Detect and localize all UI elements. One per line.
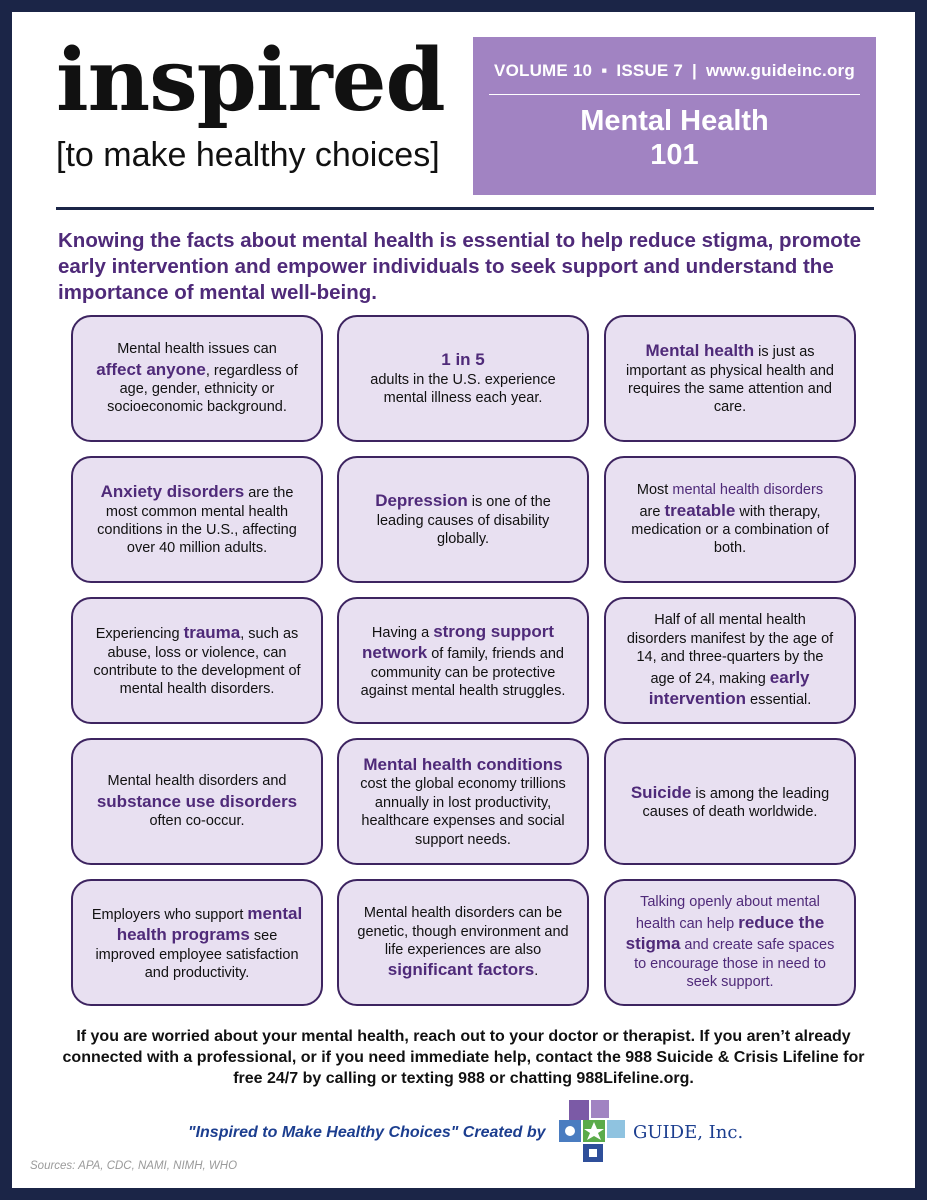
card-highlight: trauma: [183, 623, 241, 643]
card-highlight: Depression: [375, 491, 468, 511]
card-text: is one of the leading causes of disability globally.: [376, 494, 551, 548]
fact-card: [604, 738, 856, 865]
guide-logo-text: GUIDE, Inc.: [633, 1122, 744, 1143]
card-highlight: Suicide: [630, 782, 692, 802]
card-highlight: treatable: [664, 500, 736, 520]
card-text: Most: [636, 482, 669, 499]
issue-title: [489, 104, 860, 172]
fact-card: [337, 456, 589, 583]
masthead-tagline: [to make healthy choices]: [56, 136, 440, 174]
card-text: Having a: [371, 624, 430, 641]
fact-card: [337, 738, 589, 865]
fact-card: [337, 879, 589, 1006]
issue-label: ISSUE 7: [616, 61, 684, 80]
card-highlight: strong support network: [362, 621, 555, 663]
card-highlight: reduce the stigma: [625, 912, 825, 954]
card-text: are the most common mental health conditions in the U.S., affecting over 40 million adults.: [97, 485, 297, 557]
card-text: are: [639, 503, 661, 520]
help-notice: If you are worried about your mental health, reach out to your doctor or therapist. If you aren’t already connected with a professional, or if you need immediate help, contact the 988 Suicide & Crisis Lifeline for free 24/7 by calling or texting 988 or chatting 988Lifeline.org.: [62, 1028, 865, 1087]
newsletter-page: [12, 12, 915, 1188]
masthead-title: inspired: [56, 30, 445, 131]
fact-card: [604, 597, 856, 724]
card-text: with therapy, medication or a combination of both.: [631, 503, 829, 557]
card-text: .: [534, 963, 539, 980]
card-text: Mental health issues can: [117, 341, 277, 358]
card-text: adults in the U.S. experience mental illness each year.: [370, 371, 556, 407]
fact-card: [604, 456, 856, 583]
volume-label: VOLUME 10: [494, 61, 593, 80]
card-soft-highlight: mental health disorders: [672, 482, 824, 499]
card-text: is just as important as physical health and requires the same attention and care.: [626, 344, 834, 416]
card-soft-text: and create safe spaces to encourage those in need to seek support.: [634, 937, 835, 991]
card-text: Experiencing: [95, 626, 180, 643]
card-text: essential.: [746, 692, 812, 709]
card-highlight: Mental health: [645, 341, 755, 361]
fact-card: [604, 879, 856, 1006]
card-text: of family, friends and community can be protective against mental health struggles.: [360, 646, 566, 700]
credit-line: "Inspired to Make Healthy Choices" Created by: [188, 1124, 546, 1141]
card-text: Employers who support: [91, 906, 244, 923]
card-text: is among the leading causes of death worldwide.: [642, 785, 830, 821]
card-text: often co-occur.: [149, 813, 245, 830]
masthead: [56, 30, 445, 174]
card-highlight: 1 in 5: [441, 350, 485, 370]
card-text: Mental health disorders and: [107, 773, 287, 790]
card-text: , regardless of age, gender, ethnicity or socioeconomic background.: [107, 362, 298, 416]
sources-note: Sources: APA, CDC, NAMI, NIMH, WHO: [30, 1160, 238, 1172]
card-soft-text: Talking openly about mental health can help: [635, 894, 820, 932]
card-text: Mental health disorders can be genetic, though environment and life experiences are also: [357, 905, 569, 958]
card-text: see improved employee satisfaction and productivity.: [95, 928, 299, 982]
card-highlight: Anxiety disorders: [100, 482, 245, 502]
pipe-separator: |: [692, 61, 697, 80]
card-highlight: early intervention: [648, 667, 810, 709]
issue-title-line1: Mental Health: [580, 105, 769, 137]
card-highlight: Mental health conditions: [363, 754, 563, 774]
card-text: , such as abuse, loss or violence, can contribute to the development of mental health disorders.: [93, 626, 301, 698]
header-divider: [56, 207, 874, 210]
fact-card: [71, 456, 323, 583]
website-link[interactable]: www.guideinc.org: [706, 61, 855, 80]
card-highlight: affect anyone: [96, 359, 206, 379]
card-highlight: substance use disorders: [96, 791, 298, 811]
card-text: Half of all mental health disorders manifest by the age of 14, and three-quarters by the age of 24, making: [626, 612, 834, 687]
issue-title-line2: 101: [650, 139, 699, 172]
fact-card: [71, 315, 323, 442]
fact-card: [337, 315, 589, 442]
fact-card: [71, 738, 323, 865]
guide-logo-icon: [545, 1098, 627, 1164]
bullet-separator: ▪: [601, 61, 608, 80]
card-highlight: mental health programs: [116, 903, 303, 945]
fact-card: [604, 315, 856, 442]
fact-card: [337, 597, 589, 724]
card-highlight: significant factors: [387, 960, 535, 980]
issue-line: [489, 61, 860, 95]
fact-card: [71, 879, 323, 1006]
fact-card: [71, 597, 323, 724]
card-text: cost the global economy trillions annually in lost productivity, healthcare expenses and social support needs.: [360, 776, 566, 848]
intro-paragraph: Knowing the facts about mental health is essential to help reduce stigma, promote early intervention and empower individuals to seek support and understand the importance of mental well-being.: [58, 229, 862, 305]
issue-info-box: [473, 37, 876, 195]
